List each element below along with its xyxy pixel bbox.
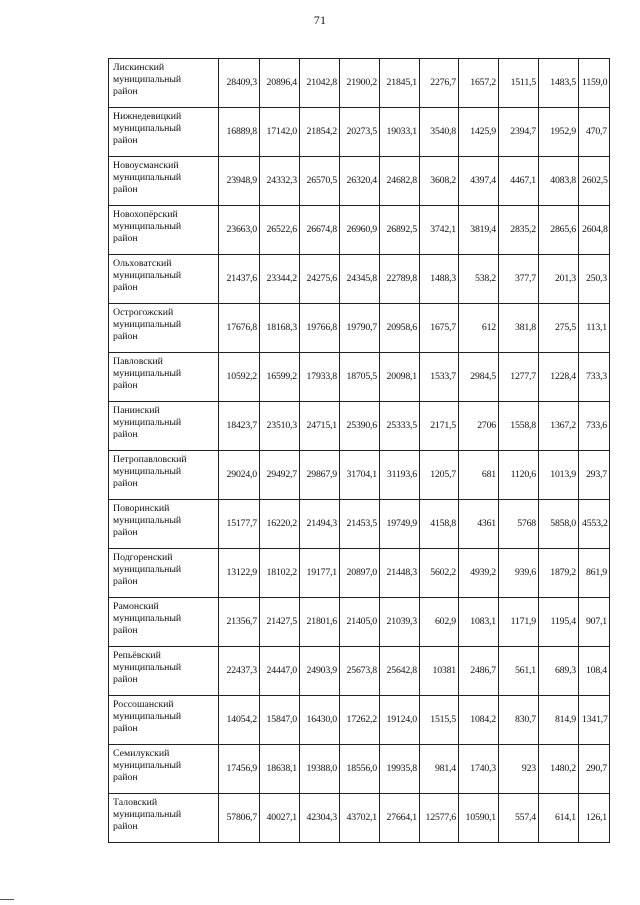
value-cell: 3742,1: [420, 206, 459, 255]
value-cell: 293,7: [579, 451, 610, 500]
table-row: [109, 451, 610, 500]
value-cell: 31193,6: [380, 451, 420, 500]
value-cell: 20273,5: [340, 108, 380, 157]
value-cell: 4158,8: [420, 500, 459, 549]
district-name-line: муниципальный: [113, 270, 182, 281]
district-name-line: район: [113, 821, 138, 832]
value-cell: 1879,2: [539, 549, 579, 598]
value-cell: 21437,6: [219, 255, 260, 304]
district-name-cell: [109, 696, 219, 745]
value-cell: 26570,5: [300, 157, 340, 206]
value-cell: 1171,9: [499, 598, 539, 647]
table-row: [109, 108, 610, 157]
district-name-line: район: [113, 527, 138, 538]
district-name-cell: [109, 402, 219, 451]
value-cell: 26320,4: [340, 157, 380, 206]
value-cell: 24903,9: [300, 647, 340, 696]
value-cell: 14054,2: [219, 696, 260, 745]
district-name-line: Поворинский: [113, 503, 170, 514]
district-name-line: район: [113, 723, 138, 734]
value-cell: 1952,9: [539, 108, 579, 157]
district-name-line: муниципальный: [113, 74, 182, 85]
value-cell: 1480,2: [539, 745, 579, 794]
value-cell: 17262,2: [340, 696, 380, 745]
district-name-line: район: [113, 380, 138, 391]
value-cell: 1367,2: [539, 402, 579, 451]
district-name-line: муниципальный: [113, 417, 182, 428]
value-cell: 24345,8: [340, 255, 380, 304]
district-name-cell: [109, 108, 219, 157]
value-cell: 1341,7: [579, 696, 610, 745]
table-row: [109, 402, 610, 451]
value-cell: 17933,8: [300, 353, 340, 402]
value-cell: 602,9: [420, 598, 459, 647]
district-name-line: Лискинский: [113, 62, 165, 73]
district-name-line: район: [113, 233, 138, 244]
value-cell: 26892,5: [380, 206, 420, 255]
value-cell: 2602,5: [579, 157, 610, 206]
value-cell: 24275,6: [300, 255, 340, 304]
district-name-line: муниципальный: [113, 123, 182, 134]
value-cell: 31704,1: [340, 451, 380, 500]
value-cell: 15847,0: [260, 696, 300, 745]
district-name-line: район: [113, 86, 138, 97]
district-name-line: Новохопёрский: [113, 209, 178, 220]
district-name-line: район: [113, 331, 138, 342]
value-cell: 2865,6: [539, 206, 579, 255]
table-row: [109, 794, 610, 843]
value-cell: 29024,0: [219, 451, 260, 500]
district-name-line: Семилукский: [113, 748, 170, 759]
district-name-line: Таловский: [113, 797, 158, 808]
value-cell: 2486,7: [459, 647, 499, 696]
table-row: [109, 696, 610, 745]
value-cell: 17142,0: [260, 108, 300, 157]
value-cell: 275,5: [539, 304, 579, 353]
value-cell: 29492,7: [260, 451, 300, 500]
value-cell: 19177,1: [300, 549, 340, 598]
value-cell: 26674,8: [300, 206, 340, 255]
value-cell: 20098,1: [380, 353, 420, 402]
value-cell: 814,9: [539, 696, 579, 745]
value-cell: 4083,8: [539, 157, 579, 206]
value-cell: 18705,5: [340, 353, 380, 402]
value-cell: 2604,8: [579, 206, 610, 255]
value-cell: 22437,3: [219, 647, 260, 696]
district-name-cell: [109, 745, 219, 794]
district-name-line: Острогожский: [113, 307, 174, 318]
value-cell: 733,6: [579, 402, 610, 451]
district-name-line: район: [113, 429, 138, 440]
value-cell: 1533,7: [420, 353, 459, 402]
district-name-cell: [109, 451, 219, 500]
district-name-line: муниципальный: [113, 711, 182, 722]
value-cell: 2394,7: [499, 108, 539, 157]
value-cell: 15177,7: [219, 500, 260, 549]
value-cell: 1675,7: [420, 304, 459, 353]
value-cell: 1657,2: [459, 59, 499, 108]
value-cell: 126,1: [579, 794, 610, 843]
district-name-cell: [109, 206, 219, 255]
value-cell: 17676,8: [219, 304, 260, 353]
district-name-line: муниципальный: [113, 221, 182, 232]
district-name-line: муниципальный: [113, 368, 182, 379]
value-cell: 26522,6: [260, 206, 300, 255]
district-name-cell: [109, 647, 219, 696]
value-cell: 861,9: [579, 549, 610, 598]
value-cell: 1228,4: [539, 353, 579, 402]
value-cell: 733,3: [579, 353, 610, 402]
value-cell: 21356,7: [219, 598, 260, 647]
district-name-line: район: [113, 772, 138, 783]
district-name-line: муниципальный: [113, 319, 182, 330]
value-cell: 23948,9: [219, 157, 260, 206]
district-name-line: район: [113, 576, 138, 587]
table-row: [109, 255, 610, 304]
value-cell: 1740,3: [459, 745, 499, 794]
value-cell: 830,7: [499, 696, 539, 745]
value-cell: 4939,2: [459, 549, 499, 598]
footer-mark: [0, 899, 14, 900]
value-cell: 1083,1: [459, 598, 499, 647]
value-cell: 10590,1: [459, 794, 499, 843]
value-cell: 1205,7: [420, 451, 459, 500]
value-cell: 19766,8: [300, 304, 340, 353]
value-cell: 29867,9: [300, 451, 340, 500]
value-cell: 20897,0: [340, 549, 380, 598]
value-cell: 689,3: [539, 647, 579, 696]
value-cell: 470,7: [579, 108, 610, 157]
table-row: [109, 59, 610, 108]
table-row: [109, 353, 610, 402]
value-cell: 43702,1: [340, 794, 380, 843]
value-cell: 21448,3: [380, 549, 420, 598]
value-cell: 16889,8: [219, 108, 260, 157]
value-cell: 1515,5: [420, 696, 459, 745]
district-name-line: муниципальный: [113, 613, 182, 624]
value-cell: 614,1: [539, 794, 579, 843]
value-cell: 25333,5: [380, 402, 420, 451]
district-name-line: район: [113, 184, 138, 195]
value-cell: 23663,0: [219, 206, 260, 255]
value-cell: 5858,0: [539, 500, 579, 549]
value-cell: 923: [499, 745, 539, 794]
value-cell: 21900,2: [340, 59, 380, 108]
value-cell: 1084,2: [459, 696, 499, 745]
value-cell: 21039,3: [380, 598, 420, 647]
value-cell: 1483,5: [539, 59, 579, 108]
value-cell: 5602,2: [420, 549, 459, 598]
table-row: [109, 598, 610, 647]
value-cell: 19790,7: [340, 304, 380, 353]
value-cell: 250,3: [579, 255, 610, 304]
value-cell: 27664,1: [380, 794, 420, 843]
table-row: [109, 549, 610, 598]
district-name-line: муниципальный: [113, 662, 182, 673]
value-cell: 21042,8: [300, 59, 340, 108]
district-name-line: Россошанский: [113, 699, 174, 710]
table-row: [109, 647, 610, 696]
value-cell: 1120,6: [499, 451, 539, 500]
value-cell: 4361: [459, 500, 499, 549]
value-cell: 42304,3: [300, 794, 340, 843]
table-row: [109, 745, 610, 794]
value-cell: 113,1: [579, 304, 610, 353]
value-cell: 538,2: [459, 255, 499, 304]
value-cell: 2276,7: [420, 59, 459, 108]
district-name-line: Рамонский: [113, 601, 159, 612]
value-cell: 25390,6: [340, 402, 380, 451]
value-cell: 2835,2: [499, 206, 539, 255]
value-cell: 19935,8: [380, 745, 420, 794]
value-cell: 21453,5: [340, 500, 380, 549]
value-cell: 3819,4: [459, 206, 499, 255]
value-cell: 2171,5: [420, 402, 459, 451]
value-cell: 22789,8: [380, 255, 420, 304]
table-row: [109, 157, 610, 206]
value-cell: 1195,4: [539, 598, 579, 647]
value-cell: 16430,0: [300, 696, 340, 745]
value-cell: 3540,8: [420, 108, 459, 157]
value-cell: 2984,5: [459, 353, 499, 402]
page-number: 71: [313, 13, 327, 27]
district-name-cell: [109, 304, 219, 353]
value-cell: 26960,9: [340, 206, 380, 255]
value-cell: 13122,9: [219, 549, 260, 598]
value-cell: 612: [459, 304, 499, 353]
value-cell: 108,4: [579, 647, 610, 696]
value-cell: 18102,2: [260, 549, 300, 598]
district-name-line: муниципальный: [113, 809, 182, 820]
value-cell: 10381: [420, 647, 459, 696]
value-cell: 561,1: [499, 647, 539, 696]
value-cell: 17456,9: [219, 745, 260, 794]
district-name-line: Новоусманский: [113, 160, 179, 171]
value-cell: 1013,9: [539, 451, 579, 500]
value-cell: 12577,6: [420, 794, 459, 843]
value-cell: 1511,5: [499, 59, 539, 108]
value-cell: 57806,7: [219, 794, 260, 843]
value-cell: 1425,9: [459, 108, 499, 157]
value-cell: 24447,0: [260, 647, 300, 696]
value-cell: 1488,3: [420, 255, 459, 304]
value-cell: 19388,0: [300, 745, 340, 794]
value-cell: 4467,1: [499, 157, 539, 206]
table-row: [109, 206, 610, 255]
value-cell: 981,4: [420, 745, 459, 794]
district-name-line: Подгоренский: [113, 552, 173, 563]
value-cell: 2706: [459, 402, 499, 451]
value-cell: 28409,3: [219, 59, 260, 108]
value-cell: 16599,2: [260, 353, 300, 402]
value-cell: 10592,2: [219, 353, 260, 402]
value-cell: 907,1: [579, 598, 610, 647]
value-cell: 20896,4: [260, 59, 300, 108]
district-name-line: район: [113, 625, 138, 636]
value-cell: 681: [459, 451, 499, 500]
value-cell: 24715,1: [300, 402, 340, 451]
value-cell: 939,6: [499, 549, 539, 598]
district-name-line: муниципальный: [113, 515, 182, 526]
value-cell: 1277,7: [499, 353, 539, 402]
district-name-line: Петропавловский: [113, 454, 187, 465]
district-name-cell: [109, 59, 219, 108]
district-name-line: район: [113, 674, 138, 685]
value-cell: 290,7: [579, 745, 610, 794]
value-cell: 21405,0: [340, 598, 380, 647]
district-name-line: Репьёвский: [113, 650, 161, 661]
district-name-line: муниципальный: [113, 466, 182, 477]
value-cell: 1558,8: [499, 402, 539, 451]
value-cell: 20958,6: [380, 304, 420, 353]
district-name-cell: [109, 598, 219, 647]
value-cell: 4553,2: [579, 500, 610, 549]
district-name-line: район: [113, 282, 138, 293]
value-cell: 23344,2: [260, 255, 300, 304]
district-name-cell: [109, 794, 219, 843]
district-name-line: муниципальный: [113, 760, 182, 771]
value-cell: 19124,0: [380, 696, 420, 745]
value-cell: 21427,5: [260, 598, 300, 647]
value-cell: 21801,6: [300, 598, 340, 647]
value-cell: 21854,2: [300, 108, 340, 157]
value-cell: 24332,3: [260, 157, 300, 206]
district-name-line: Ольховатский: [113, 258, 172, 269]
value-cell: 18423,7: [219, 402, 260, 451]
district-name-cell: [109, 500, 219, 549]
table-row: [109, 304, 610, 353]
district-name-cell: [109, 353, 219, 402]
district-name-line: Панинский: [113, 405, 160, 416]
district-name-line: Павловский: [113, 356, 163, 367]
value-cell: 377,7: [499, 255, 539, 304]
district-name-line: муниципальный: [113, 172, 182, 183]
value-cell: 19749,9: [380, 500, 420, 549]
value-cell: 25642,8: [380, 647, 420, 696]
district-name-line: муниципальный: [113, 564, 182, 575]
district-name-line: Нижнедевицкий: [113, 111, 182, 122]
value-cell: 25673,8: [340, 647, 380, 696]
value-cell: 16220,2: [260, 500, 300, 549]
value-cell: 557,4: [499, 794, 539, 843]
value-cell: 18556,0: [340, 745, 380, 794]
value-cell: 23510,3: [260, 402, 300, 451]
value-cell: 5768: [499, 500, 539, 549]
district-name-cell: [109, 549, 219, 598]
district-name-line: район: [113, 135, 138, 146]
value-cell: 18638,1: [260, 745, 300, 794]
table-body: [109, 59, 610, 843]
value-cell: 18168,3: [260, 304, 300, 353]
district-name-cell: [109, 255, 219, 304]
district-name-line: район: [113, 478, 138, 489]
value-cell: 21494,3: [300, 500, 340, 549]
value-cell: 381,8: [499, 304, 539, 353]
value-cell: 4397,4: [459, 157, 499, 206]
value-cell: 19033,1: [380, 108, 420, 157]
value-cell: 21845,1: [380, 59, 420, 108]
value-cell: 1159,0: [579, 59, 610, 108]
value-cell: 201,3: [539, 255, 579, 304]
value-cell: 24682,8: [380, 157, 420, 206]
table-row: [109, 500, 610, 549]
district-name-cell: [109, 157, 219, 206]
value-cell: 3608,2: [420, 157, 459, 206]
district-data-table: [108, 58, 610, 843]
value-cell: 40027,1: [260, 794, 300, 843]
